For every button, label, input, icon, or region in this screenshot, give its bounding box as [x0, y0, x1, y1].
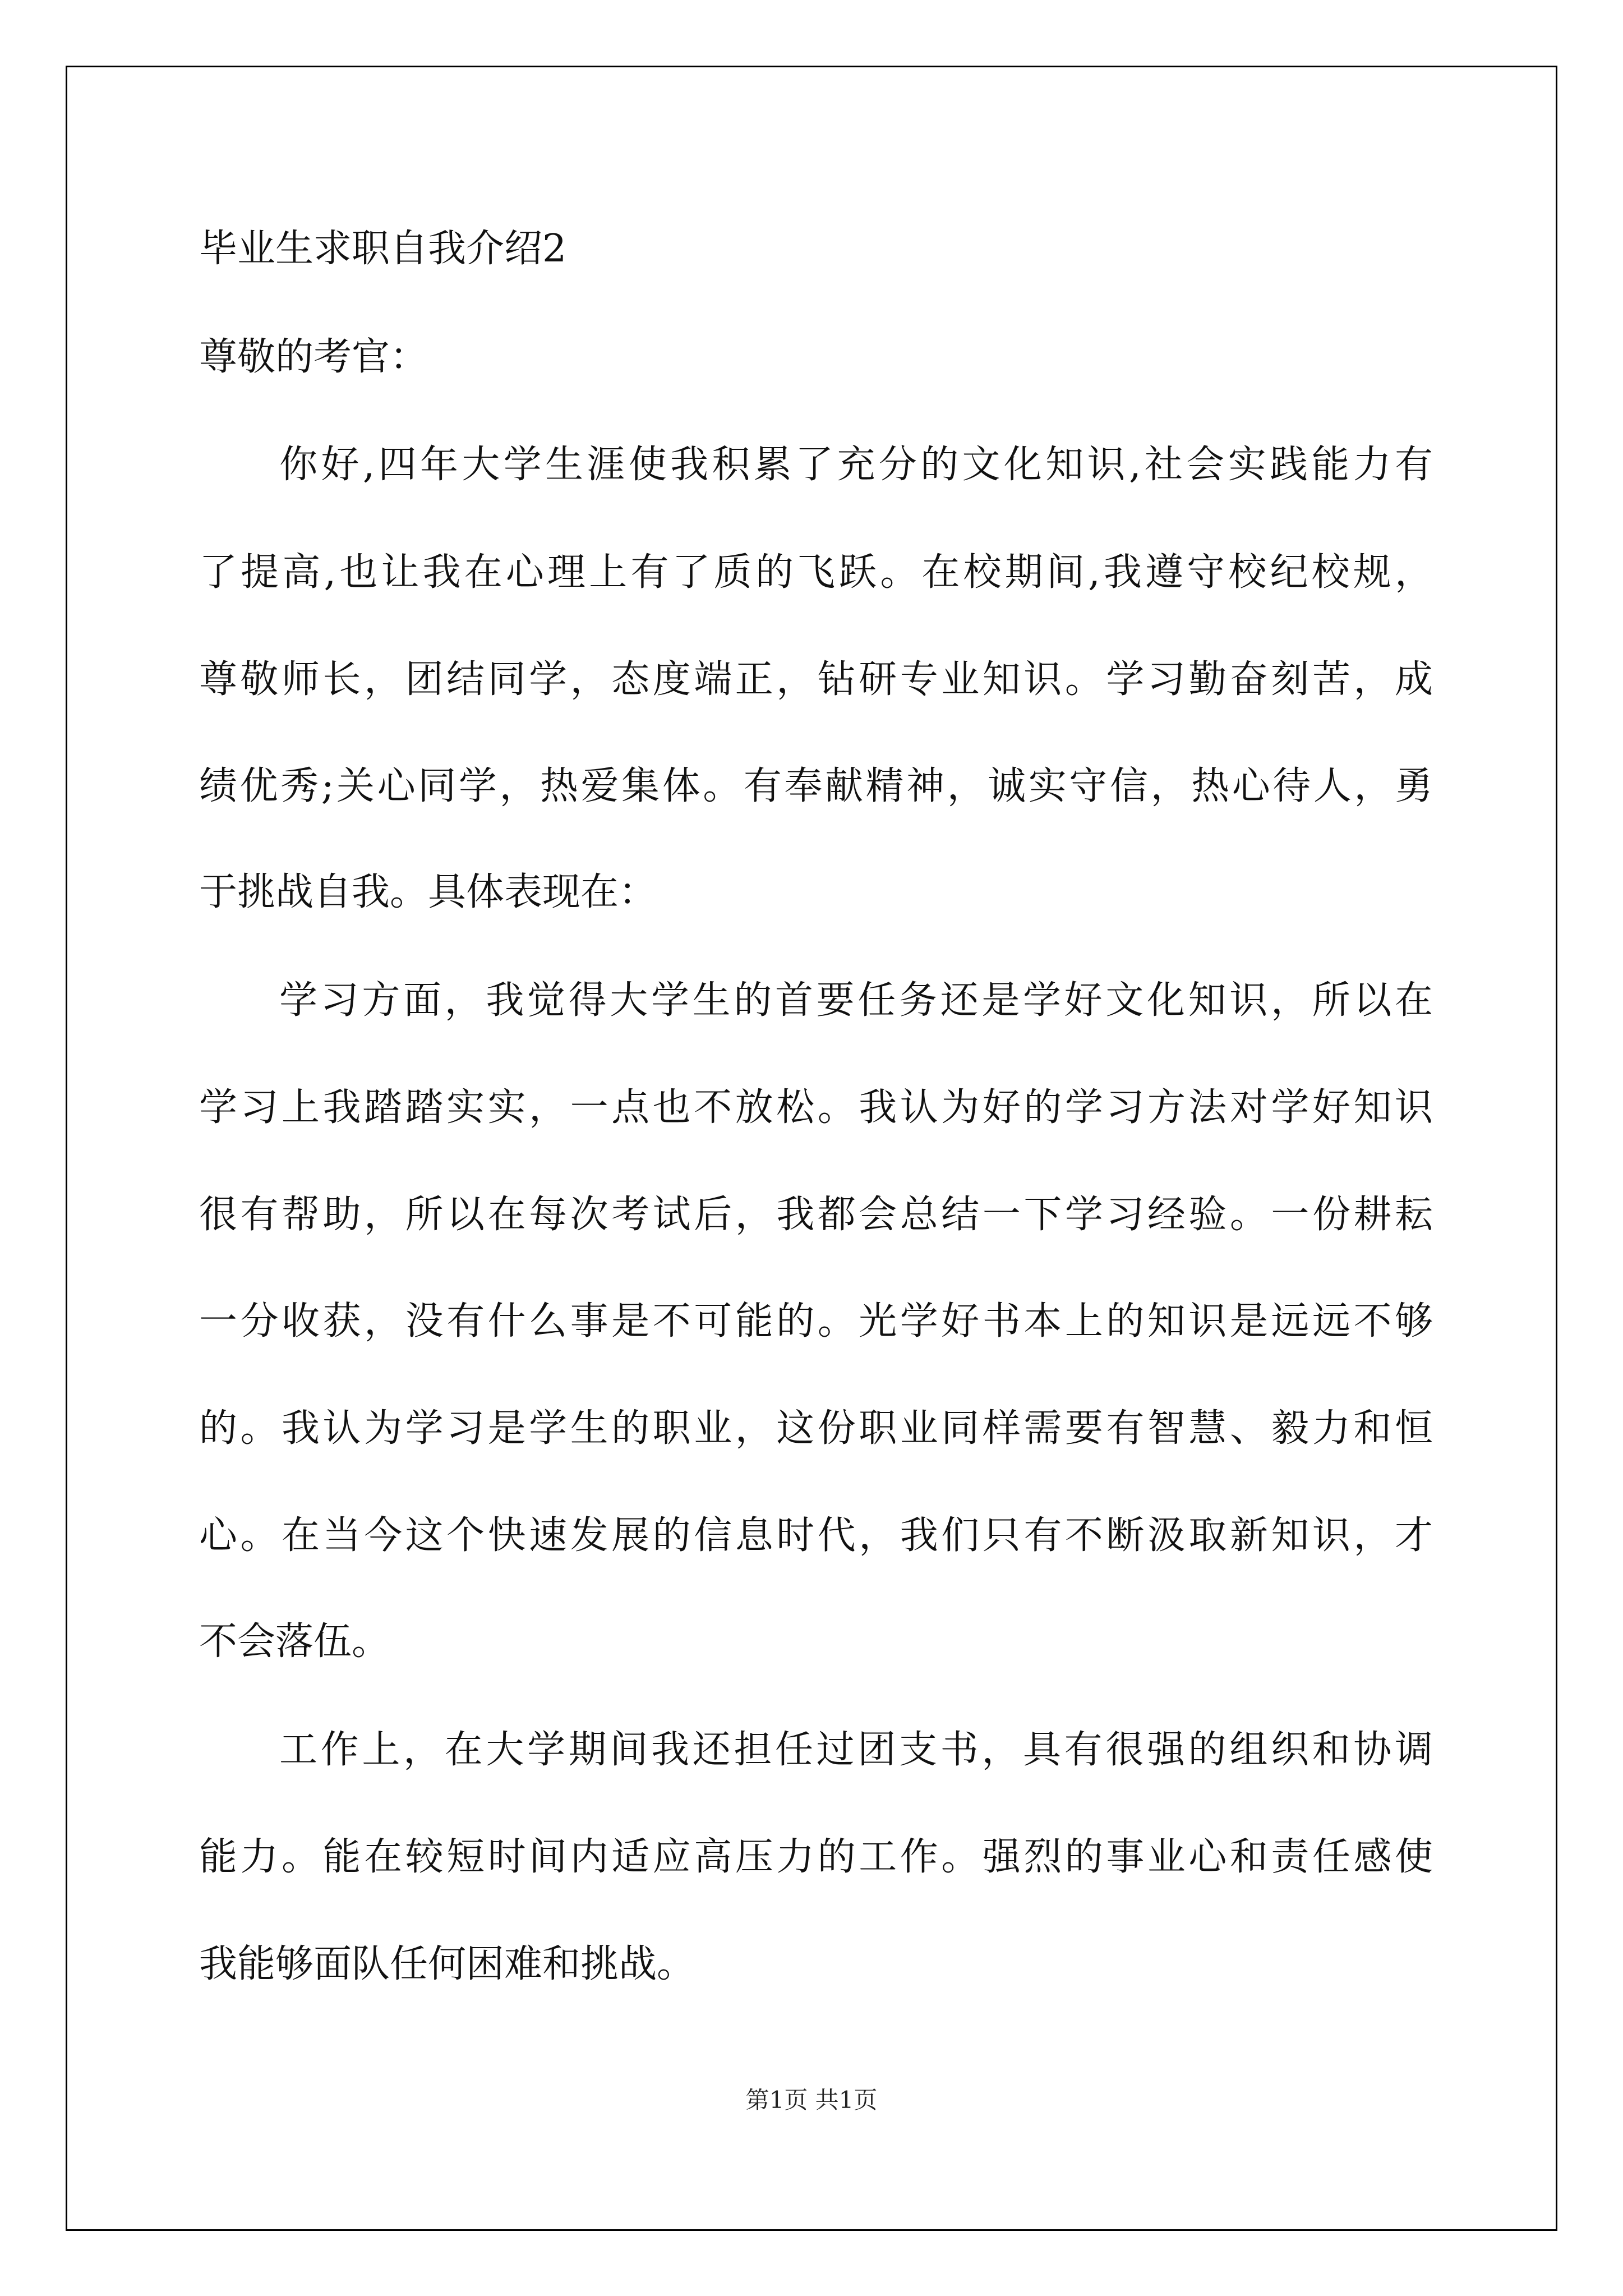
paragraph-1-line-3: 尊敬师长，团结同学，态度端正，钻研专业知识。学习勤奋刻苦，成	[199, 657, 1433, 702]
page-number-footer: 第1页 共1页	[745, 2086, 878, 2114]
paragraph-2-line-1: 学习方面，我觉得大学生的首要任务还是学好文化知识，所以在	[279, 978, 1433, 1023]
paragraph-2-line-2: 学习上我踏踏实实，一点也不放松。我认为好的学习方法对学好知识	[199, 1085, 1433, 1130]
paragraph-2-line-7: 不会落伍。	[199, 1619, 390, 1664]
paragraph-3-line-2: 能力。能在较短时间内适应高压力的工作。强烈的事业心和责任感使	[199, 1835, 1433, 1879]
salutation: 尊敬的考官：	[199, 335, 428, 379]
paragraph-1-line-1: 你好,四年大学生涯使我积累了充分的文化知识,社会实践能力有	[279, 443, 1433, 487]
document-title: 毕业生求职自我介绍2	[199, 227, 567, 271]
paragraph-3-line-3: 我能够面队任何困难和挑战。	[199, 1942, 695, 1986]
paragraph-1-line-4: 绩优秀;关心同学，热爱集体。有奉献精神，诚实守信，热心待人，勇	[199, 764, 1433, 808]
page-border	[66, 66, 1557, 2231]
paragraph-2-line-4: 一分收获，没有什么事是不可能的。光学好书本上的知识是远远不够	[199, 1299, 1433, 1343]
paragraph-2-line-5: 的。我认为学习是学生的职业，这份职业同样需要有智慧、毅力和恒	[199, 1406, 1433, 1451]
paragraph-2-line-3: 很有帮助，所以在每次考试后，我都会总结一下学习经验。一份耕耘	[199, 1193, 1433, 1237]
paragraph-2-line-6: 心。在当今这个快速发展的信息时代，我们只有不断汲取新知识，才	[199, 1513, 1433, 1558]
paragraph-1-line-2: 了提高,也让我在心理上有了质的飞跃。在校期间,我遵守校纪校规，	[199, 550, 1433, 595]
paragraph-1-line-5: 于挑战自我。具体表现在：	[199, 870, 657, 914]
paragraph-3-line-1: 工作上，在大学期间我还担任过团支书，具有很强的组织和协调	[279, 1728, 1433, 1772]
